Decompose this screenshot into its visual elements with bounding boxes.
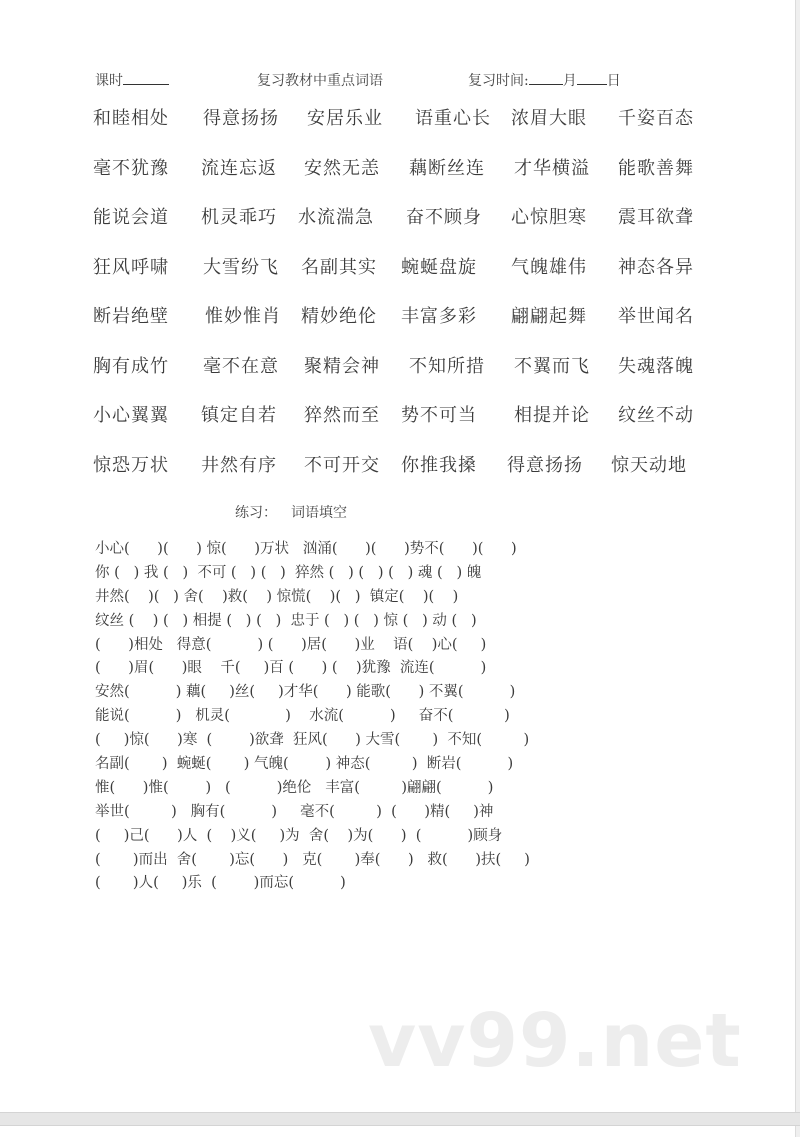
month-blank [529, 72, 563, 85]
exercise-line: 能说( ) 机灵( ) 水流( ) 奋不( ) [95, 708, 510, 725]
vocab-word: 流连忘返 [201, 157, 277, 179]
vocab-word: 神态各异 [618, 256, 694, 278]
vocab-word: 井然有序 [201, 454, 277, 476]
vocab-word: 千姿百态 [618, 108, 694, 129]
vocab-word: 聚精会神 [304, 355, 380, 377]
vocab-word: 浓眉大眼 [511, 108, 587, 129]
vocab-word: 你推我搡 [401, 454, 477, 476]
vocab-word: 和睦相处 [93, 108, 169, 129]
lesson-blank [123, 72, 169, 85]
vocab-row [93, 401, 713, 451]
vocab-word: 举世闻名 [618, 306, 694, 327]
exercise-line: 安然( ) 藕( )丝( )才华( ) 能歌( ) 不翼( ) [95, 684, 516, 701]
document-header [95, 70, 715, 92]
vocab-word: 小心翼翼 [93, 405, 169, 426]
day-label: 日 [606, 73, 621, 89]
review-time-label: 复习时间: [468, 73, 529, 89]
page-separator [0, 1112, 800, 1126]
vocab-word: 翩翩起舞 [511, 306, 587, 327]
lesson-field [95, 70, 169, 90]
vocab-word: 不翼而飞 [514, 355, 590, 377]
vocab-row [93, 451, 713, 501]
exercise-line: 你 ( ) 我 ( ) 不可 ( ) ( ) 猝然 ( ) ( ) ( ) 魂 ( ) 魄 [95, 564, 482, 581]
vocab-word: 能歌善舞 [618, 157, 694, 179]
exercise-line: 举世( ) 胸有( ) 毫不( ) ( )精( )神 [95, 803, 494, 820]
vocab-word: 藕断丝连 [409, 157, 485, 179]
vocab-word: 气魄雄伟 [511, 256, 587, 278]
vocab-word: 狂风呼啸 [93, 256, 169, 278]
vocab-word: 震耳欲聋 [618, 207, 694, 228]
vocab-word: 相提并论 [514, 405, 590, 426]
vocab-word: 得意扬扬 [203, 108, 279, 129]
vocab-row [93, 154, 713, 204]
vocabulary-grid [93, 104, 713, 500]
vocab-word: 心惊胆寒 [511, 207, 587, 228]
vocab-word: 猝然而至 [304, 405, 380, 426]
watermark: vv99.net [368, 998, 742, 1084]
vocab-word: 语重心长 [415, 108, 491, 129]
vocab-word: 才华横溢 [514, 157, 590, 179]
review-time-field [468, 70, 621, 90]
vocab-word: 毫不在意 [203, 355, 279, 377]
day-blank [577, 72, 607, 85]
vocab-word: 镇定自若 [201, 405, 277, 426]
exercise-line: 惟( )惟( ) ( )绝伦 丰富( )翩翩( ) [95, 779, 494, 796]
vocab-word: 大雪纷飞 [203, 256, 279, 278]
vocab-word: 纹丝不动 [618, 405, 694, 426]
exercise-line: ( )己( )人 ( )义( )为 舍( )为( ) ( )顾身 [95, 827, 503, 844]
vocab-word: 惊恐万状 [93, 454, 169, 476]
vocab-word: 势不可当 [401, 405, 477, 426]
vocab-word: 安居乐业 [307, 108, 383, 129]
vocab-word: 精妙绝伦 [301, 306, 377, 327]
month-label: 月 [562, 73, 577, 89]
vocab-word: 失魂落魄 [618, 355, 694, 377]
vocab-word: 惟妙惟肖 [205, 306, 281, 327]
vocab-row [93, 302, 713, 352]
fill-in-exercise [95, 538, 715, 896]
vocab-word: 机灵乖巧 [201, 207, 277, 228]
vocab-word: 不知所措 [409, 355, 485, 377]
page-right-edge [795, 0, 800, 1137]
vocab-word: 名副其实 [301, 256, 377, 278]
practice-label: 练习： [235, 505, 277, 521]
exercise-line: ( )眉( )眼 千( )百 ( ) ( )犹豫 流连( ) [95, 660, 487, 677]
practice-title: 词语填空 [291, 505, 347, 521]
vocab-row [93, 104, 713, 154]
vocab-word: 安然无恙 [304, 157, 380, 179]
vocab-row [93, 253, 713, 303]
vocab-word: 得意扬扬 [507, 454, 583, 476]
vocab-word: 惊天动地 [611, 454, 687, 476]
vocab-word: 蜿蜒盘旋 [401, 256, 477, 278]
vocab-word: 毫不犹豫 [93, 157, 169, 179]
vocab-word: 断岩绝壁 [93, 306, 169, 327]
practice-heading [235, 502, 361, 522]
exercise-line: ( )而出 舍( )忘( ) 克( )奉( ) 救( )扶( ) [95, 851, 530, 868]
vocab-word: 能说会道 [93, 207, 169, 228]
vocab-row [93, 203, 713, 253]
exercise-line: ( )惊( )寒 ( )欲聋 狂风( ) 大雪( ) 不知( ) [95, 732, 530, 749]
vocab-word: 水流湍急 [298, 207, 374, 228]
lesson-label: 课时 [95, 73, 123, 89]
document-title: 复习教材中重点词语 [257, 73, 383, 89]
exercise-line: 井然( )( ) 舍( )救( ) 惊慌( )( ) 镇定( )( ) [95, 588, 459, 605]
vocab-word: 胸有成竹 [93, 355, 169, 377]
vocab-word: 奋不顾身 [406, 207, 482, 228]
vocab-word: 丰富多彩 [401, 306, 477, 327]
exercise-line: 名副( ) 蜿蜒( ) 气魄( ) 神态( ) 断岩( ) [95, 756, 514, 773]
vocab-word: 不可开交 [304, 454, 380, 476]
exercise-line: 小心( )( ) 惊( )万状 汹涌( )( )势不( )( ) [95, 541, 517, 557]
exercise-line: ( )人( )乐 ( )而忘( ) [95, 875, 346, 892]
exercise-line: ( )相处 得意( ) ( )居( )业 语( )心( ) [95, 636, 487, 653]
vocab-row [93, 352, 713, 402]
exercise-line: 纹丝 ( ) ( ) 相提 ( ) ( ) 忠于 ( ) ( ) 惊 ( ) 动 ( ) [95, 612, 477, 629]
